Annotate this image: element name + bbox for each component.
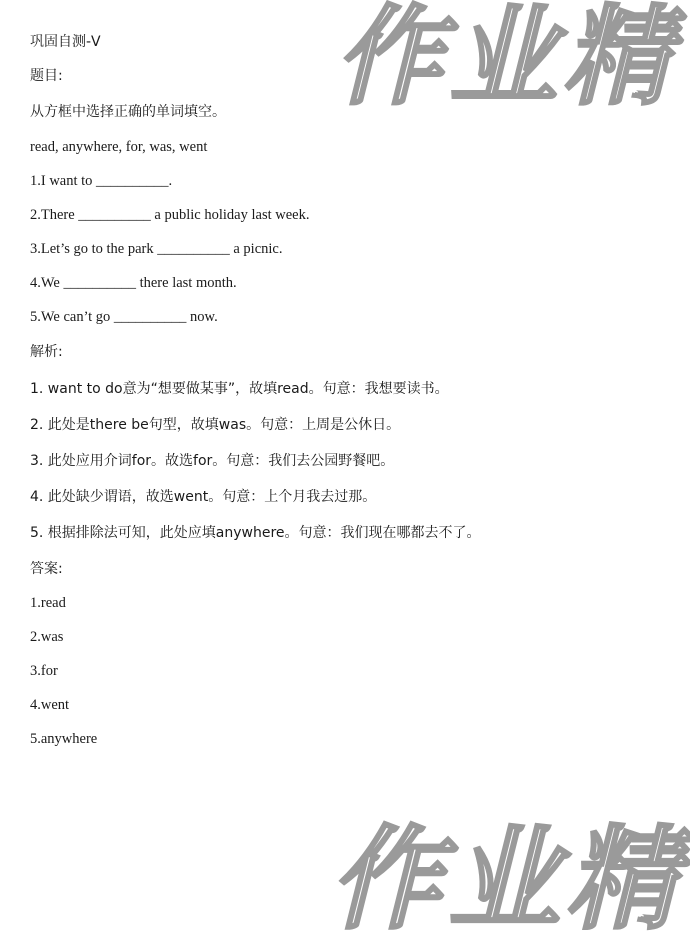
question-4: 4.We __________ there last month. [30,275,237,291]
question-2: 2.There __________ a public holiday last week. [30,207,310,223]
analysis-3: 3. 此处应用介词for。故选for。句意：我们去公园野餐吧。 [30,453,395,469]
analysis-2: 2. 此处是there be句型，故填was。句意：上周是公休日。 [30,417,401,433]
answer-2: 2.was [30,629,64,645]
question-label: 题目: [30,68,63,84]
doc-title: 巩固自测-V [30,34,101,50]
analysis-4: 4. 此处缺少谓语，故选went。句意：上个月我去过那。 [30,489,377,505]
instruction: 从方框中选择正确的单词填空。 [30,104,226,120]
answer-label: 答案: [30,561,63,577]
answer-3: 3.for [30,663,58,679]
question-3: 3.Let’s go to the park __________ a picnic. [30,241,283,257]
answer-1: 1.read [30,595,66,611]
watermark-top: 作业精 [335,0,678,120]
word-box: read, anywhere, for, was, went [30,139,208,155]
question-5: 5.We can’t go __________ now. [30,309,218,325]
watermark-bottom: 作业精 [330,815,684,945]
question-1: 1.I want to __________. [30,173,173,189]
answer-5: 5.anywhere [30,731,98,747]
analysis-5: 5. 根据排除法可知，此处应填anywhere。句意：我们现在哪都去不了。 [30,525,481,541]
analysis-label: 解析: [30,344,63,360]
analysis-1: 1. want to do意为“想要做某事”，故填read。句意：我想要读书。 [30,381,449,397]
answer-4: 4.went [30,697,70,713]
